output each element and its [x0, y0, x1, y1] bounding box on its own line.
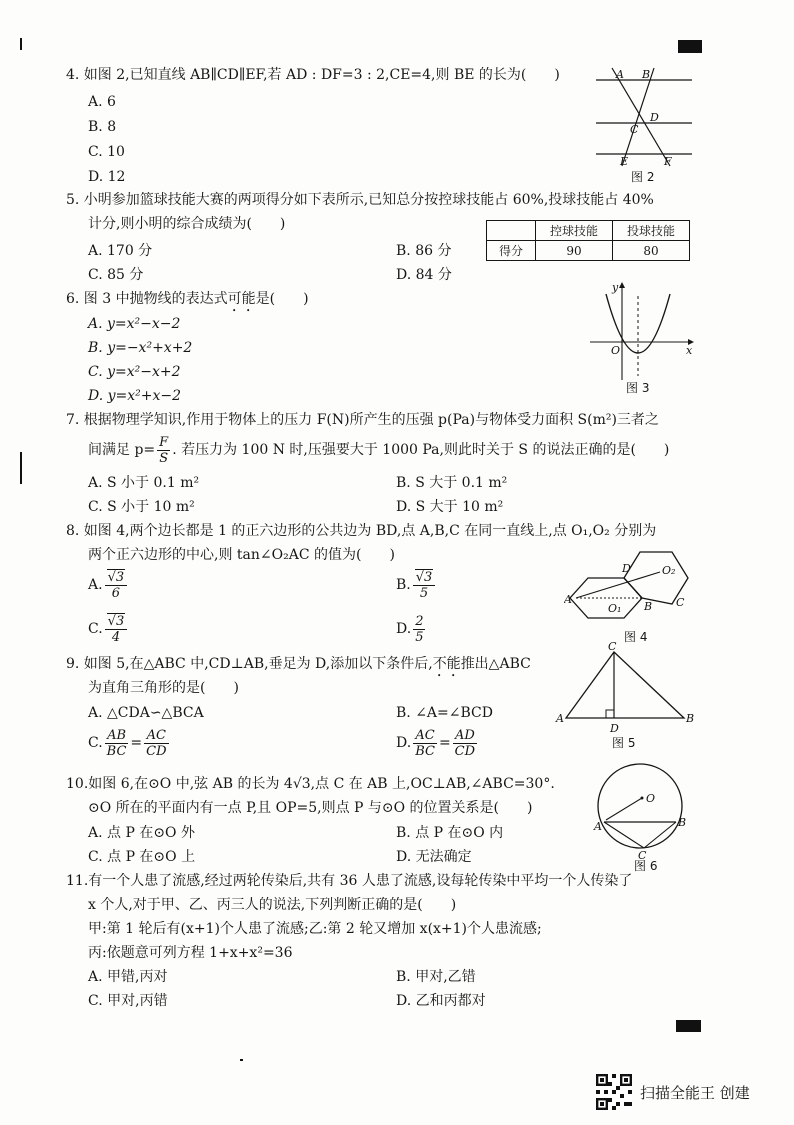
q4-option-b: B. 8: [88, 119, 117, 135]
q7-stem-rest: . 若压力为 100 N 时,压强要大于 1000 Pa,则此时关于 S 的说法正确的是( ): [172, 442, 670, 458]
figure-2-caption: 图 2: [631, 170, 655, 184]
registration-bar-top: [678, 40, 702, 53]
score-table-value-shoot: 80: [613, 241, 690, 261]
q9-option-d-n2: AD: [453, 728, 477, 744]
fig6-label-c: C: [638, 849, 647, 860]
q6-stem-emphasis: 可能: [227, 291, 256, 307]
fig2-label-c: C: [630, 123, 639, 136]
fig5-label-d: D: [610, 722, 619, 735]
score-table-header-row: [487, 221, 690, 241]
q9-option-c-n2: AC: [144, 728, 168, 744]
q7-option-b: B. S 大于 0.1 m²: [396, 475, 508, 491]
q9-option-d-d2: CD: [454, 743, 476, 759]
fig5-label-b: B: [686, 712, 695, 725]
fig6-label-a: A: [594, 820, 602, 833]
q8-option-a-num: √3: [107, 569, 125, 585]
fig4-label-o1: O₁: [608, 602, 622, 615]
q9-option-c-letter: C.: [88, 735, 103, 751]
score-table-header-shoot: 投球技能: [613, 221, 690, 241]
fig4-label-a: A: [564, 593, 572, 606]
q9-option-c: C. $\frac{AB}{BC}$ = $\frac{AC}{CD}$: [88, 727, 167, 759]
figure-2-parallel-lines: [592, 66, 702, 174]
registration-bar-bottom: [676, 1020, 701, 1032]
q7-stem-line2: [88, 434, 669, 466]
fig2-label-d: D: [650, 111, 659, 124]
figure-5-right-triangle: [552, 642, 698, 738]
q10-option-a: A. 点 P 在⊙O 外: [88, 825, 195, 841]
q11-option-b: B. 甲对,乙错: [396, 969, 476, 985]
q8-option-a: [88, 568, 129, 602]
q8-option-a-den: 6: [111, 585, 120, 601]
fig6-label-b: B: [678, 816, 687, 829]
q7-option-a: A. S 小于 0.1 m²: [88, 475, 200, 491]
q8-option-c-num: √3: [107, 613, 125, 629]
fig4-label-c: C: [676, 596, 685, 609]
score-table-header-control: 控球技能: [536, 221, 613, 241]
q10-option-c: C. 点 P 在⊙O 上: [88, 849, 196, 865]
q9-stem-post: 推出△ABC: [460, 656, 531, 672]
q6-option-d: D. y=x²+x−2: [88, 388, 182, 404]
fig2-label-f: F: [664, 155, 672, 168]
q7-frac-num: F: [159, 434, 169, 450]
q4-option-a: A. 6: [88, 94, 116, 110]
figure-5-caption: 图 5: [612, 736, 636, 750]
q5-option-c: C. 85 分: [88, 267, 144, 283]
fig4-label-b: B: [644, 600, 653, 613]
margin-tick-top: [20, 38, 22, 50]
q11-stem-line2: x 个人,对于甲、乙、丙三人的说法,下列判断正确的是( ): [88, 897, 457, 913]
q6-option-a: A. y=x²−x−2: [88, 316, 181, 332]
q11-stem-line3: 甲:第 1 轮后有(x+1)个人患了流感;乙:第 2 轮又增加 x(x+1)个人患流感;: [88, 921, 542, 937]
q4-option-c: C. 10: [88, 144, 125, 160]
q9-stem-emphasis: 不能: [432, 656, 461, 672]
q8-option-d-num: 2: [415, 613, 424, 629]
q9-stem-line2: 为直角三角形的是( ): [88, 680, 239, 696]
q5-stem-line1: 5. 小明参加篮球技能大赛的两项得分如下表所示,已知总分按控球技能占 60%,投球技能占 40%: [66, 192, 654, 208]
q5-option-d: D. 84 分: [396, 267, 452, 283]
q8-option-b-num: √3: [415, 569, 433, 585]
score-table-value-control: 90: [536, 241, 613, 261]
q10-option-d: D. 无法确定: [396, 849, 472, 865]
q8-option-b-letter: B.: [396, 577, 411, 593]
q8-option-c: [88, 612, 129, 646]
q11-option-c: C. 甲对,丙错: [88, 993, 168, 1009]
figure-4-hexagons: [564, 542, 694, 628]
fig3-label-o: O: [611, 344, 621, 357]
qr-code-icon: [596, 1074, 632, 1110]
q8-option-d-letter: D.: [396, 621, 412, 637]
q9-option-a: A. △CDA∽△BCA: [88, 705, 204, 721]
q10-stem-line2: ⊙O 所在的平面内有一点 P,且 OP=5,则点 P 与⊙O 的位置关系是( ): [88, 800, 533, 816]
q8-option-d: [396, 612, 427, 646]
q9-option-d-n1: AC: [413, 728, 437, 744]
q9-option-b: B. ∠A=∠BCD: [396, 705, 493, 721]
fig3-label-y: y: [612, 281, 619, 294]
score-table: [486, 220, 690, 261]
q10-option-b: B. 点 P 在⊙O 内: [396, 825, 504, 841]
q11-option-d: D. 乙和丙都对: [396, 993, 486, 1009]
q8-stem-line1: 8. 如图 4,两个边长都是 1 的正六边形的公共边为 BD,点 A,B,C 在同一直线上,点 O₁,O₂ 分别为: [66, 523, 657, 539]
q5-option-a: A. 170 分: [88, 243, 153, 259]
q7-frac-den: S: [159, 450, 169, 466]
q8-option-a-letter: A.: [88, 577, 103, 593]
fig2-label-e: E: [620, 155, 629, 168]
fig6-label-o: O: [646, 792, 656, 805]
q11-stem-line1: 11.有一个人患了流感,经过两轮传染后,共有 36 人患了流感,设每轮传染中平均一个人传染了: [66, 873, 633, 889]
q11-stem-line4: 丙:依题意可列方程 1+x+x²=36: [88, 945, 293, 961]
q6-option-c: C. y=x²−x+2: [88, 364, 181, 380]
q4-option-d: D. 12: [88, 169, 126, 185]
q8-option-c-letter: C.: [88, 621, 103, 637]
fig2-label-a: A: [616, 68, 624, 81]
q6-stem: [66, 288, 309, 315]
score-table-row-label: 得分: [487, 241, 536, 261]
scanner-watermark: 扫描全能王 创建: [640, 1084, 750, 1102]
q8-option-b: [396, 568, 437, 602]
q5-stem-line2: 计分,则小明的综合成绩为( ): [88, 216, 286, 232]
q9-option-c-n1: AB: [105, 728, 129, 744]
q7-stem-line1: 7. 根据物理学知识,作用于物体上的压力 F(N)所产生的压强 p(Pa)与物体受力面积 S(m²)三者之: [66, 412, 659, 428]
fig4-label-o2: O₂: [662, 564, 676, 577]
q9-option-c-d2: CD: [146, 743, 167, 759]
fig2-label-b: B: [642, 68, 651, 81]
score-table-row: [487, 241, 690, 261]
q8-option-d-den: 5: [415, 629, 424, 645]
fig5-label-c: C: [608, 642, 617, 653]
q10-stem-line1: 10.如图 6,在⊙O 中,弦 AB 的长为 4√3,点 C 在 AB 上,OC⊥AB,∠ABC=30°.: [66, 776, 555, 792]
q8-option-b-den: 5: [419, 585, 429, 601]
q6-option-b: B. y=−x²+x+2: [88, 340, 193, 356]
q7-option-d: D. S 大于 10 m²: [396, 499, 504, 515]
stray-dot: [240, 1059, 243, 1061]
figure-3-caption: 图 3: [626, 381, 650, 395]
q9-option-d-d1: BC: [415, 743, 435, 759]
margin-tick-mid: [20, 452, 22, 484]
figure-3-parabola: [586, 280, 698, 382]
fig3-label-x: x: [686, 344, 693, 357]
q4-stem: 4. 如图 2,已知直线 AB∥CD∥EF,若 AD : DF=3 : 2,CE=4,则 BE 的长为( ): [66, 67, 560, 83]
fig4-label-d: D: [622, 562, 631, 575]
q9-stem-pre: 9. 如图 5,在△ABC 中,CD⊥AB,垂足为 D,添加以下条件后,: [66, 656, 433, 672]
q11-option-a: A. 甲错,丙对: [88, 969, 168, 985]
q7-formula-prefix: 间满足 p=: [88, 442, 156, 458]
score-table-corner: [487, 221, 536, 241]
fig5-label-a: A: [556, 712, 564, 725]
q6-stem-pre: 6. 图 3 中抛物线的表达式: [66, 291, 228, 307]
q9-option-c-d1: BC: [106, 743, 127, 759]
q5-option-b: B. 86 分: [396, 243, 452, 259]
figure-6-circle: [590, 760, 694, 860]
q9-option-d: D. $\frac{AC}{BC}$ = $\frac{AD}{CD}$: [396, 727, 476, 759]
q9-option-d-letter: D.: [396, 735, 412, 751]
figure-4-caption: 图 4: [624, 630, 648, 644]
q6-stem-post: 是( ): [255, 291, 309, 307]
q9-stem-line1: [66, 653, 531, 680]
figure-6-caption: 图 6: [634, 859, 658, 873]
q8-stem-line2: 两个正六边形的中心,则 tan∠O₂AC 的值为( ): [88, 547, 395, 563]
q7-option-c: C. S 小于 10 m²: [88, 499, 195, 515]
q8-option-c-den: 4: [111, 629, 121, 645]
